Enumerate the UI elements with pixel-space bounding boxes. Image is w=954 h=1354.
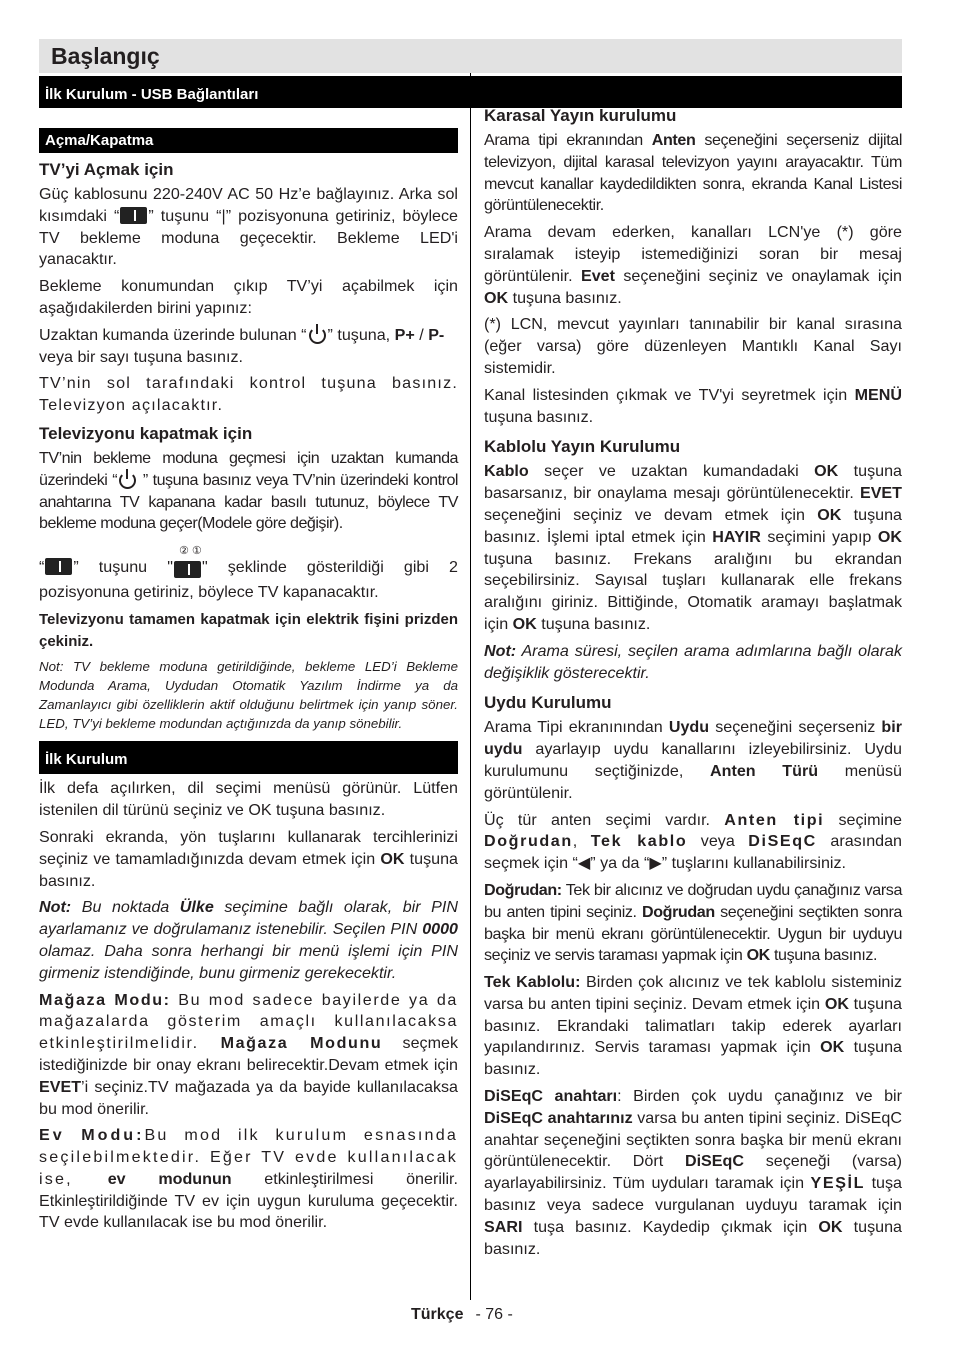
note-pin: Not: Bu noktada Ülke seçimine bağlı olarak, bir PIN ayarlamanız ve doğrulamanız istenebilir. Seçilen PIN 0000 olamaz. Daha sonra herhangi bir menü işlemi için PIN girmeniz istendiğinde, bunu girmeniz gerekecektir. bbox=[39, 898, 458, 982]
paragraph-switch-off: “ ” tuşunu " ② ① " şeklinde gösterildiği gibi 2 pozisyonuna getiriniz, böylece TV kapanacaktır. bbox=[39, 545, 458, 601]
footer-language: Türkçe bbox=[411, 1306, 464, 1323]
paragraph-antenna-types: Üç tür anten seçimi vardır. Anten tipi seçimine Doğrudan, Tek kablo veya DiSEqC arasından seçmek için “◀” ya da “▶” tuşlarını kullanabilirsiniz. bbox=[484, 810, 902, 873]
paragraph-remote: Uzaktan kumanda üzerinde bulunan “ ” tuşuna, P+ / P- veya bir sayı tuşuna basınız. bbox=[39, 325, 445, 366]
left-column bbox=[39, 128, 458, 1239]
paragraph-side-button: TV’nin sol tarafındaki kontrol tuşuna basınız. Televizyon açılacaktır. bbox=[39, 374, 458, 415]
section-bar-title: İlk Kurulum - USB Bağlantıları bbox=[45, 86, 259, 103]
paragraph-language: İlk defa açılırken, dil seçimi menüsü görünür. Lütfen istenilen dil türünü seçiniz ve OK tuşuna basınız. bbox=[39, 779, 458, 820]
heading-satellite: Uydu Kurulumu bbox=[484, 693, 612, 713]
heading-terrestrial: Karasal Yayın kurulumu bbox=[484, 106, 677, 125]
paragraph-satellite: Arama Tipi ekranınından Uydu seçeneğini seçerseniz bir uydu ayarlayıp uydu kanallarını izleyebilirsiniz. Uydu kurulumunu seçtiğinizde, Anten Türü menüsü görüntülenir. bbox=[484, 718, 902, 802]
heading-cable: Kablolu Yayın Kurulumu bbox=[484, 437, 681, 457]
right-column bbox=[484, 105, 902, 1265]
right-arrow-icon: ▶ bbox=[649, 854, 662, 873]
column-tick bbox=[470, 73, 471, 77]
heading-turn-off: Televizyonu kapatmak için bbox=[39, 423, 253, 443]
switch-position-diagram: ② ① bbox=[173, 560, 202, 582]
paragraph-exit-list: Kanal listesinden çıkmak ve TV'yi seyretmek için MENÜ tuşuna basınız. bbox=[484, 385, 902, 426]
paragraph-turn-off: TV’nin bekleme moduna geçmesi için uzaktan kumanda üzerindeki “ ” tuşuna basınız veya TV’nin üzerindeki kontrol anahtarına TV kapanana kadar basılı tutunuz, böylece TV bekleme moduna geçer(Modele göre değişir). bbox=[39, 448, 458, 533]
note-standby-led: Not: TV bekleme moduna getirildiğinde, bekleme LED’i Bekleme Modunda Arama, Uydudan Otomatik Yazılım İndirme ya da Zamanlayıcı gibi özelliklerin aktif olduğunu belirtmek için yanıp söner. LED, TV’yi bekleme modundan açtığınızda da yanıp sönebilir. bbox=[39, 659, 458, 732]
power-switch-icon bbox=[174, 561, 201, 578]
page-title: Başlangıç bbox=[51, 43, 160, 69]
paragraph-preferences: Sonraki ekranda, yön tuşlarını kullanarak tercihlerinizi seçiniz ve tamamladığınızda devam etmek için OK tuşuna basınız. bbox=[39, 827, 458, 890]
section-bar bbox=[39, 76, 902, 108]
paragraph-single-cable: Tek Kablolu: Birden çok alıcınız ve tek kablolu sisteminiz varsa bu anten tipini seçiniz. Devam etmek için OK tuşuna basınız. Ekrandaki talimatları takip ederek ayarları yapılandırınız. Servis taraması yapmak için OK tuşuna basınız. bbox=[484, 973, 903, 1079]
power-icon bbox=[309, 327, 326, 344]
section-heading-first-install: İlk Kurulum bbox=[39, 741, 458, 774]
power-switch-icon bbox=[120, 207, 147, 224]
title-bar bbox=[39, 39, 902, 73]
paragraph-direct: Doğrudan: Tek bir alıcınız ve doğrudan uydu çanağınız varsa bu anten tipini seçiniz. Doğrudan seçeneğini seçtikten sonra başka bir menü ekranı görüntülenecektir. Uygun bir uyduyu seçiniz ve servis taraması yapmak için OK tuşuna basınız. bbox=[484, 880, 902, 965]
note-cable: Not: Arama süresi, seçilen arama adımlarına bağlı olarak değişiklik gösterecektir. bbox=[484, 641, 902, 682]
page-number: - 76 - bbox=[475, 1306, 513, 1323]
page-footer bbox=[411, 1306, 513, 1324]
paragraph-diseqc: DiSEqC anahtarı: Birden çok uydu çanağınız ve bir DiSEqC anahtarınız varsa bu anten tipini seçiniz. DiSEqC anahtar seçeneğini seçtikten sonra başka bir menü ekranı görüntülenecektir. Dört DiSEqC seçeneği (varsa) ayarlayabilirsiniz. Tüm uyduları taramak için YEŞİL tuşa basınız veya sadece vurgulanan uyduyu taramak için SARI tuşa basınız. Kaydedip çıkmak için OK tuşuna basınız. bbox=[484, 1087, 902, 1258]
paragraph-lcn: (*) LCN, mevcut yayınları tanınabilir bir kanal sırasına (eğer varsa) göre düzenleyen Mantıklı Kanal Sayı sistemidir. bbox=[484, 315, 902, 377]
heading-turn-on: TV’yi Açmak için bbox=[39, 160, 174, 179]
power-icon bbox=[119, 472, 136, 489]
left-arrow-icon: ◀ bbox=[577, 854, 591, 873]
paragraph-unplug: Televizyonu tamamen kapatmak için elektrik fişini prizden çekiniz. bbox=[39, 610, 458, 650]
paragraph-cable: Kablo seçer ve uzaktan kumandadaki OK tuşuna basarsanız, bir onaylama mesajı görüntülenecektir. EVET seçeneğini seçiniz ve devam etmek için OK tuşuna basınız. İşlemi iptal etmek için HAYIR seçimini yapıp OK tuşuna basınız. Frekans aralığını bu ekrandan seçebilirsiniz. Sayısal tuşları kullanarak elle frekans aralığını giriniz. Bittiğinde, Otomatik aramayı başlatmak için OK tuşuna basınız. bbox=[484, 462, 902, 633]
paragraph-terrestrial: Arama tipi ekranından Anten seçeneğini seçerseniz dijital televizyon, dijital karasal televizyon yayını arayacaktır. Tüm mevcut kanallar kaydedildikten sonra, ekranda Kanal Listesi görüntülenecektir. bbox=[484, 131, 902, 215]
paragraph-home-mode: Ev Modu:Bu mod ilk kurulum esnasında seçilebilmektedir. Eğer TV evde kullanılacak ise, ev modunun etkinleştirilmesi önerilir. Etkinleştirildiğinde TV ev için uygun kuruluma geçecektir. TV evde kullanılacak ise bu mod önerilir. bbox=[39, 1126, 458, 1232]
paragraph-lcn-question: Arama devam ederken, kanalları LCN'ye (*) göre sıralamak isteyip istemediğinizi soran bir mesaj görüntülenir. Evet seçeneğini seçiniz ve onaylamak için OK tuşuna basınız. bbox=[484, 223, 902, 307]
power-switch-icon bbox=[45, 558, 72, 575]
column-divider bbox=[470, 108, 471, 1300]
section-heading-power: Açma/Kapatma bbox=[39, 128, 458, 153]
paragraph-store-mode: Mağaza Modu: Bu mod sadece bayilerde ya da mağazalarda gösterim amaçlı kullanılacaksa etkinleştirilmelidir. Mağaza Modunu seçmek istediğinizde bir onay ekranı belirecektir.Devam etmek için EVET’i seçiniz.TV mağazada ya da bayide kullanılacaksa bu mod önerilir. bbox=[39, 990, 459, 1118]
paragraph-standby: Bekleme konumundan çıkıp TV’yi açabilmek için aşağıdakilerden birini yapınız: bbox=[39, 277, 458, 317]
paragraph-power-cable: Güç kablosunu 220-240V AC 50 Hz’e bağlayınız. Arka sol kısımdaki “ ” tuşunu “|” pozisyonuna getiriniz, böylece TV bekleme moduna geçecektir. Bekleme LED'i yanacaktır. bbox=[39, 185, 458, 269]
